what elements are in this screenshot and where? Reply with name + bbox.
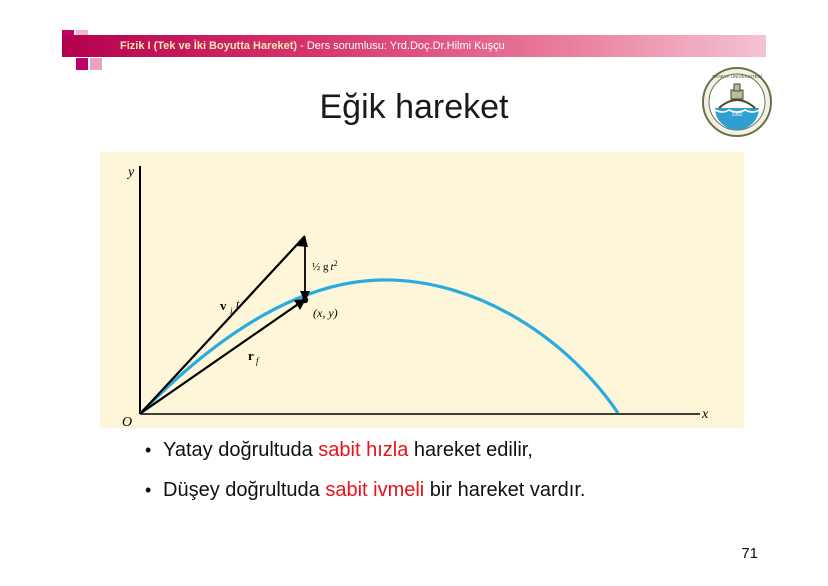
svg-text:v: v [220, 298, 227, 313]
svg-text:r: r [248, 348, 254, 363]
bullet-marker: • [145, 480, 152, 500]
svg-text:½ gt2: ½ g $t^2$ [312, 259, 338, 273]
svg-text:t: t [236, 297, 240, 311]
list-item [145, 477, 785, 503]
bullet-text [163, 477, 585, 503]
bullet-text-part: Yatay doğrultuda [163, 439, 319, 461]
header-course-text [120, 38, 505, 54]
header-course-bold: Fizik I (Tek ve İki Boyutta Hareket) [120, 40, 298, 52]
bullet-text-highlight: sabit ivmeli [325, 479, 425, 501]
page-title: Eğik hareket [319, 88, 509, 126]
decorative-square [76, 58, 88, 70]
svg-text:O: O [122, 415, 133, 428]
svg-text:(x, y): (x, y) [313, 306, 338, 320]
bullet-text-part: bir hareket vardır. [424, 479, 586, 501]
svg-text:x: x [702, 407, 709, 422]
svg-text:1982: 1982 [731, 112, 743, 118]
bullet-list [145, 437, 785, 517]
svg-text:y: y [128, 165, 135, 180]
svg-text:i: i [230, 306, 233, 316]
bullet-text [163, 437, 533, 463]
bullet-text-part: hareket edilir, [408, 439, 533, 461]
projectile-motion-figure [100, 152, 744, 428]
list-item [145, 437, 785, 463]
header-course-rest: - Ders sorumlusu: Yrd.Doç.Dr.Hilmi Kuşçu [297, 40, 505, 52]
svg-text:TRAKYA ÜNİVERSİTESİ: TRAKYA ÜNİVERSİTESİ [712, 74, 762, 79]
bullet-text-highlight: sabit hızla [318, 439, 409, 461]
page-number: 71 [741, 545, 758, 562]
bullet-marker: • [145, 440, 152, 460]
svg-text:f: f [256, 356, 259, 366]
bullet-text-part: Düşey doğrultuda [163, 479, 326, 501]
university-logo [701, 66, 773, 138]
decorative-square [90, 58, 102, 70]
